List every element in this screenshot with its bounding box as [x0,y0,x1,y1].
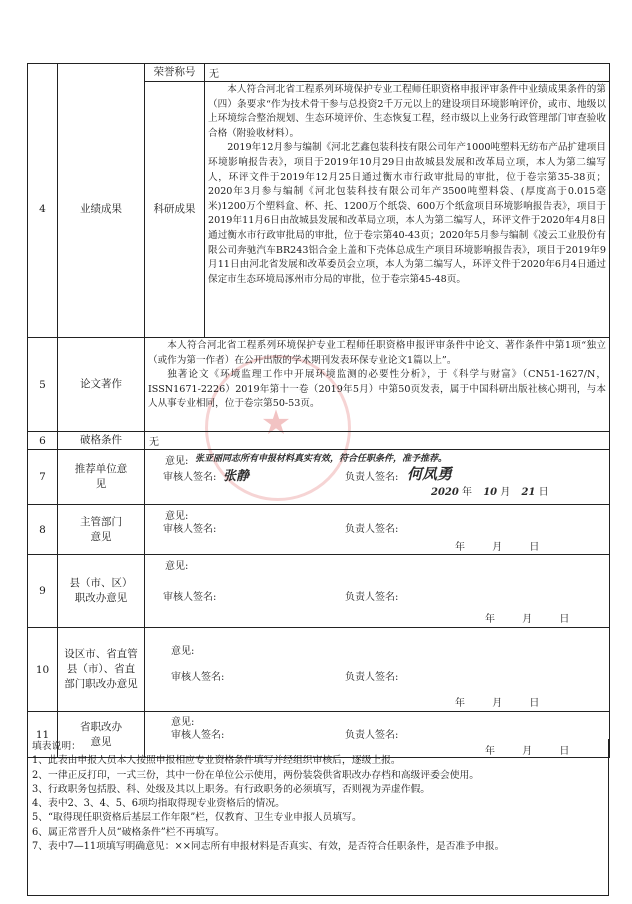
row-7 [28,450,610,505]
row10-num: 10 [28,628,58,712]
row10-opinion [145,628,610,712]
honor-row [28,64,610,82]
note-item-6: 6、属正常晋升人员“破格条件”栏不再填写。 [32,826,225,838]
row5-label: 论文著作 [58,338,145,432]
row11-month-label: 月 [522,746,533,757]
row8-month-label: 月 [492,542,503,553]
row9-date [485,610,569,625]
row4-paragraph-2: 2019年12月参与编制《河北艺鑫包装科技有限公司年产1000吨塑料无纺布产品扩建项目环境影响报告表》，项目于2019年10月29日由故城县发展和改革局立项，本人为第二编写人，环评文件于2019年12月25日通过衡水市行政审批局的审批，位于卷宗第35-38页；2020年3月参与编制《河北包装科技有限公司年产3500吨塑料袋、(厚度高于0.015毫米)1200万个塑料盒、杯、托、1200万个纸袋、600万个纸盒项目环境影响报告表》，项目于2019年11月6日由故城县发展和改革局立项，本人为第二编写人，环评文件于2020年4月8日通过衡水市行政审批局的审批，位于卷宗第40-43页；2020年5月参与编制《凌云工业股份有限公司奔驰汽车BR243铝合金上盖和下壳体总成生产项目环境影响报告表》，项目于2019年9月11日由河北省发展和改革委员会立项，本人为第二编写人，环评文件于2020年6月4日通过保定市生态环境局涿州市分局的审批，位于卷宗第45-48页。 [208,142,606,285]
row5-num: 5 [28,338,58,432]
row8-year-label: 年 [455,542,465,553]
row7-leader-label: 负责人签名: [345,472,399,483]
seal-star-icon: ★ [260,403,292,443]
note-item-5: 5、“取得现任职资格后基层工作年限”栏，仅教育、卫生专业申报人员填写。 [32,812,362,824]
row7-year-label: 年 [462,487,473,498]
row11-opinion-label: 意见: [171,717,195,728]
row11-num: 11 [28,712,58,758]
row10-opinion-label: 意见: [171,646,195,657]
row8-reviewer-label: 审核人签名: [163,524,217,535]
row9-label: 县（市、区）职改办意见 [58,555,145,628]
row11-year-label: 年 [485,746,495,757]
note-item-3: 3、行政职务包括股、科、处级及其以上职务。有行政职务的必须填写，否则视为弄虚作假。 [32,783,431,795]
row-5 [28,338,610,432]
row8-day-label: 日 [529,542,540,553]
row7-leader-signature: 何凤勇 [407,465,453,483]
honor-value-text: 无 [209,69,219,80]
row5-paragraph-2: 独著论文《环境监理工作中开展环境监测的必要性分析》，于《科学与财富》（CN51-1627/N，ISSN1671-2226）2019年第十一卷（2019年5月）中第50页发表，属于中国科研出版社核心期刊，与本人从事专业相同，位于卷宗第50-53页。 [148,369,606,410]
row4-num-top [28,64,58,82]
row7-reviewer-label: 审核人签名: [163,472,217,483]
row-4 [28,82,610,338]
notes-title: 填表说明： [32,741,81,752]
row8-leader-label: 负责人签名: [345,524,399,535]
note-item-4: 4、表中2、3、4、5、6项均指取得现专业资格后的情况。 [32,798,285,810]
row4-label-top [58,64,145,82]
row10-leader-label: 负责人签名: [345,672,399,683]
row8-opinion [145,505,610,555]
row8-num: 8 [28,505,58,555]
row7-opinion [145,450,610,505]
row7-date-month: 10 [483,487,498,498]
row9-num: 9 [28,555,58,628]
row7-date [431,483,549,498]
honor-label: 荣誉称号 [145,64,205,82]
row9-leader-label: 负责人签名: [345,592,399,603]
row-9 [28,555,610,628]
row6-value-text: 无 [149,437,159,448]
row5-paragraph-1: 本人符合河北省工程系列环境保护专业工程师任职资格申报评审条件中论文、著作条件中第1项“独立（或作为第一作者）在公开出版的学术期刊发表环保专业论文1篇以上”。 [148,340,606,366]
row7-day-label: 日 [538,487,549,498]
row7-date-year: 2020 [431,487,459,498]
row9-reviewer-label: 审核人签名: [163,592,217,603]
row11-day-label: 日 [559,746,570,757]
row9-opinion [145,555,610,628]
row4-content [205,82,610,338]
row9-day-label: 日 [559,614,570,625]
row11-reviewer-label: 审核人签名: [171,730,225,741]
row4-num: 4 [28,82,58,338]
row5-content [145,338,610,432]
review-form-table [27,63,610,758]
row10-day-label: 日 [529,698,540,709]
row10-month-label: 月 [492,698,503,709]
row7-opinion-handwritten: 张亚丽同志所有申报材料真实有效，符合任职条件，准予推荐。 [195,454,448,464]
row-10 [28,628,610,712]
row6-num: 6 [28,432,58,450]
row4-label: 业绩成果 [58,82,145,338]
row8-date [455,538,539,553]
row10-date [455,694,539,709]
row7-num: 7 [28,450,58,505]
row9-month-label: 月 [522,614,533,625]
row10-year-label: 年 [455,698,465,709]
row9-year-label: 年 [485,614,495,625]
row7-label: 推荐单位意见 [58,450,145,505]
row11-label: 省职改办意见 [58,712,145,758]
honor-value [205,64,610,82]
row10-label: 设区市、省直管县（市）、省直部门职改办意见 [58,628,145,712]
note-item-1: 1、此表由申报人员本人按照申报相应专业资格条件填写并经组织审核后，逐级上报。 [32,755,401,767]
row7-opinion-label: 意见: [165,456,189,467]
row10-reviewer-label: 审核人签名: [171,672,225,683]
row8-opinion-label: 意见: [165,511,189,522]
row7-month-label: 月 [500,487,511,498]
row8-label: 主管部门意见 [58,505,145,555]
row7-date-day: 21 [521,487,536,498]
row9-opinion-label: 意见: [165,561,189,572]
row6-value [145,432,610,450]
row-8 [28,505,610,555]
row7-reviewer-signature: 张静 [223,469,250,484]
note-item-7: 7、表中7—11项填写明确意见：××同志所有申报材料是否真实、有效，是否符合任职条件，是否准予申报。 [32,841,505,853]
row-6 [28,432,610,450]
row6-label: 破格条件 [58,432,145,450]
filling-instructions [27,739,609,896]
row11-leader-label: 负责人签名: [345,730,399,741]
row4-sublabel: 科研成果 [145,82,205,338]
note-item-2: 2、一律正反打印，一式三份，其中一份在单位公示使用，两份装袋供省职改办存档和高级评委会使用。 [32,769,480,781]
row4-paragraph-1: 本人符合河北省工程系列环境保护专业工程师任职资格申报评审条件中业绩成果条件的第（四）条要求“作为技术骨干参与总投资2千万元以上的建设项目环境影响评价，或市、地级以上环境综合整治规划、生态环境评价、生态恢复工程，经市级以上业务行政管理部门审查验收合格（附验收材料）。 [208,84,606,139]
